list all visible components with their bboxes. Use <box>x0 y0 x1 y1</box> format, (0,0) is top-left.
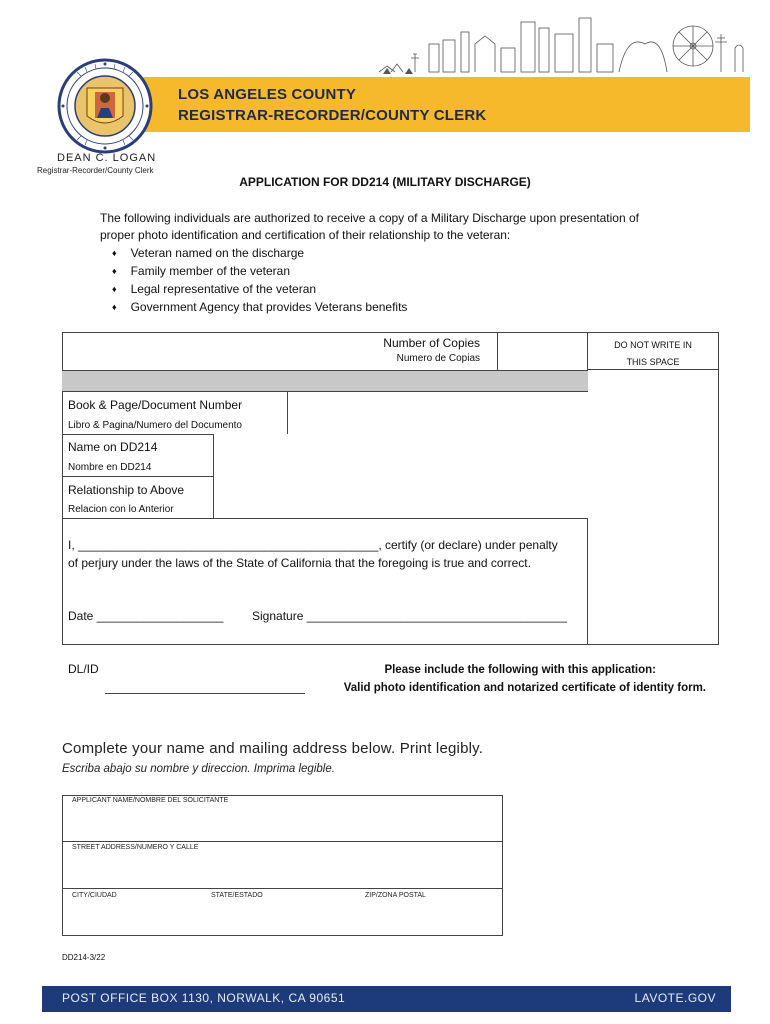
signature-field[interactable]: Signature _______________________________________ <box>252 609 567 623</box>
intro-line: proper photo identification and certification of their relationship to the veteran: <box>100 228 511 242</box>
requirements-note: Please include the following with this application: <box>384 664 656 676</box>
official-name: DEAN C. LOGAN <box>57 152 157 164</box>
dl-id-field[interactable] <box>105 693 305 694</box>
date-field[interactable]: Date ___________________ <box>68 609 224 623</box>
list-item: ♦ Family member of the veteran <box>112 263 407 281</box>
number-of-copies-field[interactable] <box>497 332 588 370</box>
copies-label-es: Numero de Copias <box>396 353 480 364</box>
list-item: ♦ Veteran named on the discharge <box>112 245 407 263</box>
form-title: APPLICATION FOR DD214 (MILITARY DISCHARGE) <box>239 175 531 189</box>
zip-field[interactable] <box>363 901 502 935</box>
city-label: CITY/CIUDAD <box>72 892 117 899</box>
address-subheading: Escriba abajo su nombre y direccion. Imprima legible. <box>62 763 335 775</box>
name-on-dd214-field[interactable] <box>213 434 588 477</box>
zip-label: ZIP/ZONA POSTAL <box>365 892 426 899</box>
street-address-field[interactable] <box>63 853 502 888</box>
form-code: DD214-3/22 <box>62 953 106 962</box>
name-label-es: Nombre en DD214 <box>68 462 152 473</box>
official-title: Registrar-Recorder/County Clerk <box>37 166 154 175</box>
name-label: Name on DD214 <box>68 440 158 454</box>
row-divider <box>62 518 588 519</box>
copies-label: Number of Copies <box>383 336 480 350</box>
intro-line: The following individuals are authorized to receive a copy of a Military Discharge upon presentation of <box>100 211 639 225</box>
shaded-divider <box>62 370 588 392</box>
applicant-name-field[interactable] <box>63 806 502 841</box>
footer-website[interactable]: LAVOTE.GOV <box>634 991 716 1005</box>
address-divider <box>62 888 503 889</box>
relationship-label: Relationship to Above <box>68 483 185 497</box>
relationship-field[interactable] <box>213 476 588 519</box>
book-page-field[interactable] <box>287 392 588 435</box>
office-use-label: THIS SPACE <box>626 357 680 367</box>
state-label: STATE/ESTADO <box>211 892 263 899</box>
address-divider <box>62 841 503 842</box>
city-field[interactable] <box>63 901 208 935</box>
intro-text <box>100 210 700 244</box>
agency-name-line2: REGISTRAR-RECORDER/COUNTY CLERK <box>178 107 487 124</box>
office-use-box <box>587 332 719 645</box>
book-page-label-es: Libro & Pagina/Numero del Documento <box>68 420 242 431</box>
dl-id-label: DL/ID <box>68 662 99 676</box>
footer-address: POST OFFICE BOX 1130, NORWALK, CA 90651 <box>62 991 346 1005</box>
applicant-name-label: APPLICANT NAME/NOMBRE DEL SOLICITANTE <box>72 797 229 804</box>
county-seal-icon <box>57 58 153 154</box>
book-page-label: Book & Page/Document Number <box>68 398 243 412</box>
street-address-label: STREET ADDRESS/NUMERO Y CALLE <box>72 844 199 851</box>
agency-name-line1: LOS ANGELES COUNTY <box>178 86 357 103</box>
city-skyline-illustration <box>375 14 750 78</box>
list-item: ♦ Legal representative of the veteran <box>112 281 407 299</box>
requirements-note: Valid photo identification and notarized certificate of identity form. <box>343 682 706 694</box>
relationship-label-es: Relacion con lo Anterior <box>68 504 174 515</box>
certification-line: of perjury under the laws of the State of California that the foregoing is true and correct. <box>68 556 531 570</box>
office-use-label: DO NOT WRITE IN <box>614 340 692 350</box>
certification-line: I, _____________________________________________, certify (or declare) under penalty <box>68 538 558 552</box>
address-heading: Complete your name and mailing address below. Print legibly. <box>62 740 484 757</box>
authorized-list <box>112 245 407 317</box>
list-item: ♦ Government Agency that provides Veterans benefits <box>112 299 407 317</box>
state-field[interactable] <box>208 901 363 935</box>
